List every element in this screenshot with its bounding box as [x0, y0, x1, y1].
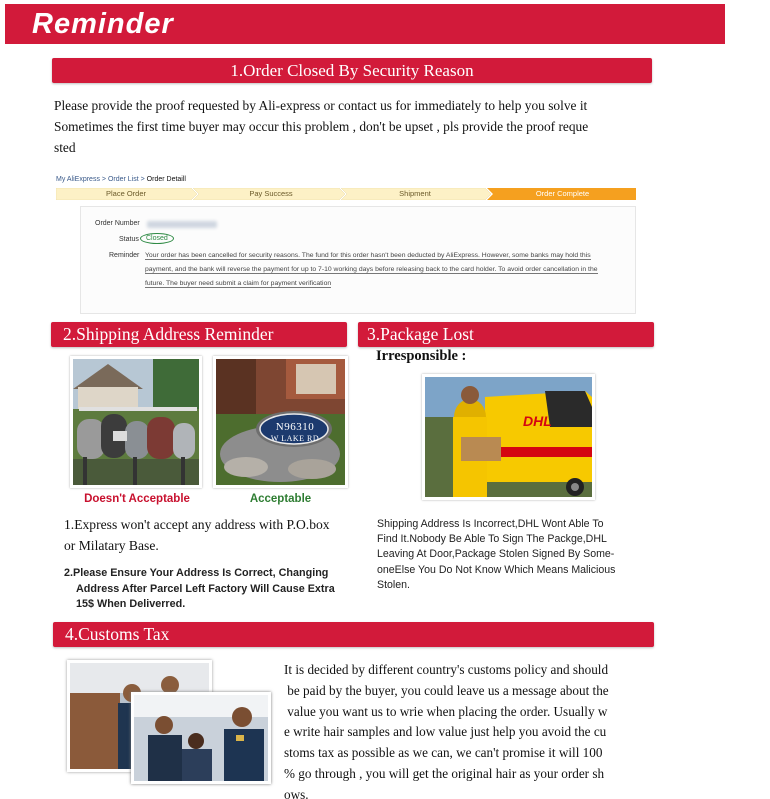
step-shipment: Shipment — [399, 189, 431, 198]
order-number-label: Order Number — [95, 220, 140, 227]
sign-number: N96310 — [275, 421, 315, 433]
mailbox-photo — [70, 356, 202, 488]
section-3-line: Stolen. — [377, 578, 410, 591]
order-number-blurred — [147, 221, 217, 228]
status-badge: Closed — [140, 233, 174, 244]
order-detail-screenshot — [56, 174, 636, 318]
order-progress — [56, 188, 636, 200]
section-3-line: Shipping Address Is Incorrect,DHL Wont Able To — [377, 518, 604, 530]
section-3-title: 3.Package Lost — [358, 322, 654, 347]
customs-image-front — [134, 695, 268, 781]
section-2-title: 2.Shipping Address Reminder — [51, 322, 347, 347]
section-1-text — [54, 95, 654, 158]
dhl-image — [425, 377, 592, 497]
section-4-text — [284, 660, 664, 799]
dhl-photo — [422, 374, 595, 500]
section-4-line: % go through , you will get the original hair as your order sh — [284, 765, 605, 781]
section-1-line: Sometimes the first time buyer may occur this problem , don't be upset , pls provide the proof reque — [54, 119, 589, 134]
section-3-line: oneElse You Do Not Know Which Means Malicious — [377, 563, 616, 576]
section-2-text-2 — [64, 566, 364, 613]
breadcrumb-my-aliexpress[interactable]: My AliExpress — [56, 176, 100, 183]
step-pay-success: Pay Success — [249, 189, 293, 198]
section-4-line: be paid by the buyer, you could leave us a message about the — [284, 682, 609, 698]
section-3-subtitle: Irresponsible : — [376, 348, 467, 364]
section-2-line: 1.Express won't accept any address with P.O.box — [64, 517, 330, 532]
reminder-line: future. The buyer need submit a claim for payment verification — [145, 280, 332, 287]
section-3-text — [377, 517, 657, 593]
section-4-line: It is decided by different country's customs policy and should — [284, 662, 609, 677]
section-3-line: Find It.Nobody Be Able To Sign The Packge,DHL — [377, 533, 607, 546]
mailbox-image — [73, 359, 199, 485]
reminder-line: Your order has been cancelled for security reasons. The fund for this order hasn't been deducted by AliExpress. However, some banks may hold this — [145, 252, 591, 259]
section-2-line: 2.Please Ensure Your Address Is Correct, Changing — [64, 567, 329, 579]
address-sign-text — [262, 422, 328, 444]
breadcrumb-current: Order Detaill — [146, 176, 186, 183]
sign-street: W LAKE RD — [270, 434, 320, 443]
section-2-line: Address After Parcel Left Factory Will Cause Extra — [76, 582, 335, 595]
caption-not-acceptable: Doesn't Acceptable — [84, 493, 190, 505]
address-sign-photo — [213, 356, 348, 488]
section-4-line: stoms tax as possible as we can, we can't promise it will 100 — [284, 745, 603, 761]
reminder-line: payment, and the bank will reverse the payment for up to 7-10 working days before releasing back to the card holder. To avoid order cancellation in the — [145, 266, 598, 273]
section-3-line: Leaving At Door,Package Stolen Signed By Some- — [377, 548, 615, 561]
status-label: Status — [119, 236, 139, 243]
section-2-text-1 — [64, 514, 364, 556]
reminder-text — [145, 249, 625, 291]
section-4-title: 4.Customs Tax — [53, 622, 654, 647]
section-4-line: ows. — [284, 786, 309, 799]
reminder-label: Reminder — [109, 252, 140, 259]
reminder-banner: Reminder — [5, 4, 725, 44]
breadcrumb: My AliExpress > Order List > Order Detaill — [56, 176, 186, 183]
caption-acceptable: Acceptable — [249, 493, 312, 505]
section-2-line: or Milatary Base. — [64, 538, 159, 553]
section-1-line: Please provide the proof requested by Ali-express or contact us for immediately to help you solve it — [54, 98, 588, 113]
step-order-complete: Order Complete — [535, 189, 590, 198]
order-detail-box — [80, 206, 636, 314]
dhl-logo: DHL — [523, 413, 552, 429]
section-1-line: sted — [54, 140, 76, 155]
customs-photo-front — [131, 692, 271, 784]
breadcrumb-order-list[interactable]: Order List — [107, 176, 139, 183]
section-4-line: value you want us to wrie when placing the order. Usually w — [284, 703, 608, 719]
section-4-line: e write hair samples and low value just help you avoid the cu — [284, 724, 607, 740]
section-2-line: 15$ When Deliverred. — [76, 598, 186, 610]
step-place-order: Place Order — [105, 189, 147, 198]
section-1-title: 1.Order Closed By Security Reason — [52, 58, 652, 83]
